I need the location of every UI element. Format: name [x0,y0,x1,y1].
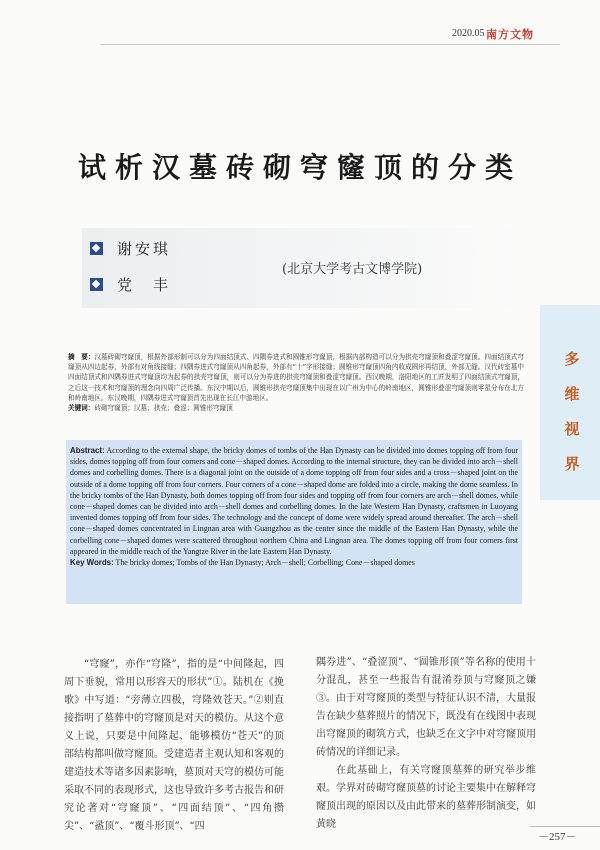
cn-keywords: 砖砌穹窿顶；汉墓；拱壳；叠涩；圆锥形穹窿顶 [94,404,233,413]
diamond-bullet-icon [90,278,103,291]
magazine-logo: 南方文物 [486,28,534,41]
section-label [560,342,584,482]
body-paragraph: 在此基础上，有关穹窿顶墓葬的研究举步维艰。学界对砖砌穹窿顶墓的讨论主要集中在解释穹窿顶出现的原因以及由此带来的墓葬形制演变，如黄晓 [316,765,536,830]
english-abstract [66,440,522,604]
body-column-left [64,656,284,836]
body-paragraph-continued: 隅券进”、“叠涩顶”、“圆锥形顶”等名称的使用十分混乱，甚至一些报告有混淆券顶与穹窿顶之嫌③。由于对穹窿顶的类型与特征认识不清，大量报告在缺少墓葬照片的情况下，既没有在线图中表现出穹窿顶的砌筑方式，也缺乏在文字中对穹窿顶用砖情况的详细记录。 [316,657,536,758]
affiliation: (北京大学考古文博学院) [282,262,423,277]
cn-keywords-label: 关键词： [68,404,95,413]
body-paragraph: “穹窿”，亦作“穹隆”，指的是“中间隆起，四周下垂貌，常用以形容天的形状”①。陆机在《挽歌》中写道：“旁薄立四极，穹隆效苍天。”②则直接指明了墓葬中的穹窿顶是对天的模仿。从这个意义上说，只要是中间隆起、能够模仿“苍天”的顶部结构都叫做穹窿顶。受建造者主观认知和客观的建造技术等诸多因素影响，墓顶对天穹的模仿可能采取不同的表现形式，这也导致许多考古报告和研究论著对“穹窿顶”、“四面结顶”、“四角攒尖”、“盝顶”、“覆斗形顶”、“四 [64,659,284,832]
issue-date: 2020.05 [452,28,485,39]
en-keywords: The bricky domes; Tombs of the Han Dynasty; Arch－shell; Corbelling; Cone－shaped domes [113,558,415,568]
chinese-abstract [68,352,524,413]
author-row-2 [90,274,171,295]
en-abstract-text: According to the external shape, the bricky domes of tombs of the Han Dynasty can be divided into domes topping off from four sides, domes topping off from four corners and cone－shaped domes. According to the internal structure, they can be divided into arch－shell domes and corbelling domes. There is a diagonal joint on the outside of a dome topping off from four sides and a cross－shaped joint on the outside of a dome topping off from four corners. Four corners of a cone－shaped dome are folded into a circle, making the dome seamless. In the bricky tombs of the Han Dynasty, both domes topping off from four sides and topping off from four corners are arch－shell domes, while cone－shaped domes can be divided into arch－shell domes and corbelling domes. In the late Western Han Dynasty, craftsmen in Luoyang invented domes topping off from four sides. The technology and the concept of dome were widely spread around thereafter. The arch－shell cone－shaped domes concentrated in Lingnan area with Guangzhou as the center since the middle of the Eastern Han Dynasty, while the corbelling cone－shaped domes were scattered throughout northern China and Lingnan area. The domes topping off from four corners first appeared in the middle reach of the Yangtze River in the late Eastern Han Dynasty. [70,446,518,556]
header-divider [100,44,560,45]
article-title: 试析汉墓砖砌穹窿顶的分类 [77,151,522,184]
en-keywords-label: Key Words: [70,558,114,568]
section-char-4: 界 [564,455,580,473]
diamond-bullet-icon [90,242,103,255]
cn-abstract-text: 汉墓砖砌穹窿顶，根据外部形制可以分为四面结顶式、四隅券进式和圆锥形穹窿顶，根据内部构造可以分为拱壳穹窿顶和叠涩穹窿顶。四面结顶式穹窿顶从四边起券，外部有对角线接缝；四隅券进式穹窿顶从四角起券，外部有“十”字形接缝；圆锥形穹窿顶四角内收成圆形再结顶，外部无缝。汉代砖室墓中四面结顶式和四隅券进式穹窿顶均为起券的拱壳穹窿顶，则可以分为券进的拱壳穹窿顶和叠涩穹窿顶。西汉晚期，洛阳地区的工匠发明了四面结顶式穹窿顶，之后这一技术和穹窿顶的理念向四周广泛传播。东汉中期以后，圆锥形拱壳穹窿顶集中出现在以广州为中心的岭南地区，圆锥形叠涩穹窿顶则零星分布在北方和岭南地区。东汉晚期，四隅券进式穹窿顶首先出现在长江中游地区。 [68,353,524,402]
author-row-1 [90,238,171,259]
footer-divider [530,826,600,827]
author-name-2: 党 丰 [117,276,172,294]
section-char-2: 维 [564,385,580,403]
section-char-3: 视 [564,420,580,438]
author-name-1: 谢安琪 [117,240,172,258]
en-abstract-label: Abstract: [70,446,105,455]
cn-abstract-label: 摘 要： [68,353,95,361]
page-number: －257－ [538,831,577,843]
body-column-right [316,654,536,834]
section-char-1: 多 [564,350,580,368]
